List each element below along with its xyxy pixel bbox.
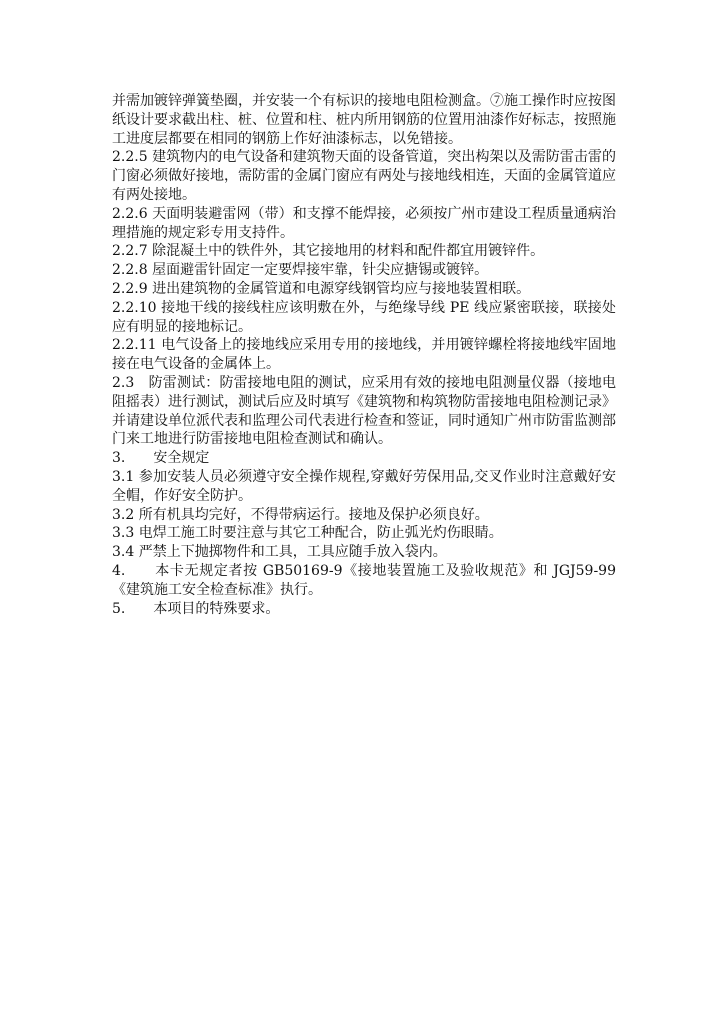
paragraph-5-special-requirements: 5. 本项目的特殊要求。 bbox=[112, 600, 280, 617]
paragraph-2-2-11: 2.2.11 电气设备上的接地线应采用专用的接地线，并用镀锌螺栓将接地线牢固地接在电气设备的金属体上。 bbox=[112, 337, 616, 373]
paragraph-3-4: 3.4 严禁上下抛掷物件和工具，工具应随手放入袋内。 bbox=[112, 544, 447, 561]
paragraph-3-2: 3.2 所有机具均完好，不得带病运行。接地及保护必须良好。 bbox=[112, 506, 489, 523]
paragraph-3-1: 3.1 参加安装人员必须遵守安全操作规程,穿戴好劳保用品,交叉作业时注意戴好安全帽，作好安全防护。 bbox=[112, 468, 616, 504]
paragraph-2-3-lightning-test: 2.3 防雷测试：防雷接地电阻的测试，应采用有效的接地电阻测量仪器（接地电阻摇表）进行测试，测试后应及时填写《建筑物和构筑物防雷接地电阻检测记录》 bbox=[112, 374, 616, 410]
paragraph-grounding-box: 并需加镀锌弹簧垫圈，并安装一个有标识的接地电阻检测盒。⑦施工操作时应按图纸设计要求截出柱、桩、位置和柱、桩内所用钢筋的位置用油漆作好标志，按照施工进度层都要在相同的钢筋上作好油漆标志，以免错接。 bbox=[112, 93, 616, 147]
paragraph-inspection-signoff: 并请建设单位派代表和监理公司代表进行检查和签证，同时通知广州市防雷监测部门来工地进行防雷接地电阻检查测试和确认。 bbox=[112, 412, 616, 448]
paragraph-2-2-10: 2.2.10 接地干线的接线柱应该明敷在外，与绝缘导线 PE 线应紧密联接，联接处应有明显的接地标记。 bbox=[112, 299, 616, 335]
paragraph-2-2-8: 2.2.8 屋面避雷针固定一定要焊接牢靠，针尖应搪锡或镀锌。 bbox=[112, 262, 489, 279]
paragraph-4-standards: 4. 本卡无规定者按 GB50169-9《接地装置施工及验收规范》和 JGJ59-99《建筑施工安全检查标准》执行。 bbox=[112, 562, 616, 598]
section-heading-safety: 3. 安全规定 bbox=[112, 450, 210, 467]
paragraph-2-2-9: 2.2.9 进出建筑物的金属管道和电源穿线钢管均应与接地装置相联。 bbox=[112, 280, 531, 297]
paragraph-2-2-5: 2.2.5 建筑物内的电气设备和建筑物天面的设备管道，突出构架以及需防雷击雷的门窗必须做好接地，需防雷的金属门窗应有两处与接地线相连，天面的金属管道应有两处接地。 bbox=[112, 149, 616, 203]
paragraph-2-2-7: 2.2.7 除混凝土中的铁件外，其它接地用的材料和配件都宜用镀锌件。 bbox=[112, 243, 545, 260]
paragraph-2-2-6: 2.2.6 天面明装避雷网（带）和支撑不能焊接，必须按广州市建设工程质量通病治理措施的规定彩专用支持件。 bbox=[112, 205, 616, 241]
paragraph-3-3: 3.3 电焊工施工时要注意与其它工种配合，防止弧光灼伤眼睛。 bbox=[112, 525, 503, 542]
